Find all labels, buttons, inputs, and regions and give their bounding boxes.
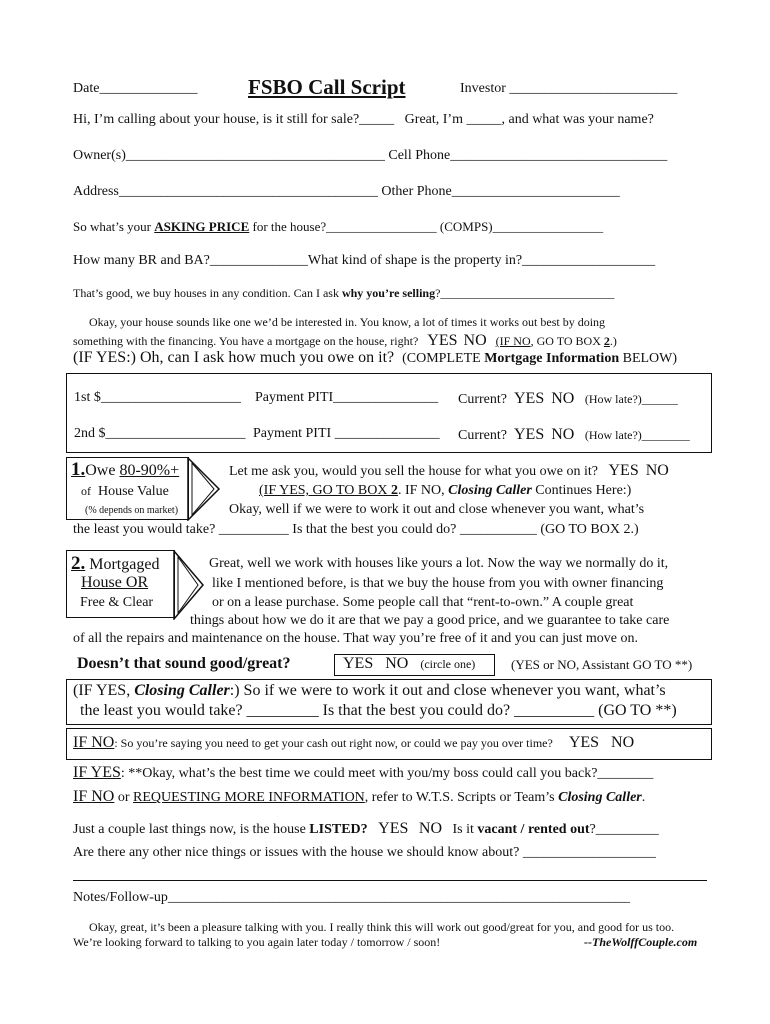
no-option[interactable]: NO [645, 462, 669, 479]
vacant-rented-field[interactable]: ?_________ [589, 822, 659, 837]
owner-row [73, 148, 667, 164]
yes-option[interactable]: YES [513, 426, 545, 443]
owners-field[interactable]: Owner(s)_____________________________________ [73, 148, 385, 163]
mortgage-intro-line3: (IF YES:) Oh, can I ask how much you owe on it? (COMPLETE Mortgage Information BELOW) [73, 349, 678, 366]
if-no-line: IF NO: So you’re saying you need to get your cash out right now, or could we pay you over time? YES NO [73, 734, 635, 751]
box-2-house-or: House OR [81, 574, 149, 591]
if-yes-line1: (IF YES, Closing Caller:) So if we were to work it out and close whenever you want, what’s [73, 682, 666, 699]
assistant-note: (YES or NO, Assistant GO TO **) [511, 657, 693, 672]
if-no-followup: IF NO or REQUESTING MORE INFORMATION, refer to W.T.S. Scripts or Team’s Closing Caller. [73, 788, 646, 805]
investor-field[interactable]: ________________________ [509, 81, 678, 96]
how-late-field[interactable]: (How late?)______ [584, 392, 678, 406]
br-ba-row[interactable]: How many BR and BA?______________What kind of shape is the property in?___________________ [73, 253, 656, 268]
yes-option[interactable]: YES [608, 462, 639, 479]
no-option[interactable]: NO [611, 734, 635, 751]
other-issues-row[interactable]: Are there any other nice things or issues with the house we should know about? ___________________ [73, 845, 656, 860]
how-late-field[interactable]: (How late?)________ [584, 428, 690, 442]
address-row [73, 184, 620, 200]
reason-selling-row: That’s good, we buy houses in any condition. Can I ask why you’re selling?_____________________________ [73, 286, 615, 300]
payment-piti-2[interactable]: Payment PITI _______________ [253, 426, 440, 441]
blank-line[interactable] [73, 880, 707, 881]
closing-line2: We’re looking forward to talking to you again later today / tomorrow / soon! [73, 935, 441, 949]
box-1-line4[interactable]: the least you would take? __________ Is that the best you could do? ___________ (GO TO BOX 2.) [73, 522, 639, 537]
mortgage-intro-line1: Okay, your house sounds like one we’d be interested in. You know, a lot of times it works out best by doing [89, 315, 606, 329]
box-1-arrow-icon [187, 457, 221, 521]
yes-option[interactable]: YES [568, 734, 600, 751]
cell-phone-field[interactable]: Cell Phone_______________________________ [388, 148, 668, 163]
other-phone-field[interactable]: Other Phone________________________ [381, 184, 620, 199]
box-2-line5: of all the repairs and maintenance on the house. That way you’re free of it and you can just move on. [73, 631, 638, 646]
payment-piti-1[interactable]: Payment PITI_______________ [255, 390, 439, 405]
date-field[interactable]: ______________ [99, 81, 198, 96]
asking-price-field[interactable]: for the house?_________________ (COMPS)_________________ [249, 219, 604, 234]
no-option[interactable]: NO [551, 426, 575, 443]
box-1-heading: 1.Owe 80-90%+ [71, 459, 180, 480]
box-1-instruction: (IF YES, GO TO BOX 2. IF NO, Closing Caller Continues Here:) [259, 483, 632, 498]
box-2-line3: or on a lease purchase. Some people call that “rent-to-own.” A couple great [212, 595, 634, 610]
page-title: FSBO Call Script [248, 75, 406, 99]
yes-option[interactable]: YES [513, 390, 545, 407]
sound-good-question: Doesn’t that sound good/great? [77, 655, 291, 672]
mortgage-intro-line2: something with the financing. You have a mortgage on the house, right? YES NO (IF NO, GO TO BOX 2.) [73, 332, 617, 349]
box-2-heading: 2. Mortgaged [71, 553, 160, 574]
current-2: Current? YES NO (How late?)________ [458, 426, 690, 443]
first-mortgage-amount[interactable]: 1st $____________________ [74, 390, 241, 405]
yes-option[interactable]: YES [343, 655, 374, 672]
reason-field[interactable]: ?_____________________________ [435, 286, 615, 300]
box-2-line1: Great, well we work with houses like yours a lot. Now the way we normally do it, [209, 556, 669, 571]
investor-label: Investor ________________________ [460, 81, 678, 96]
yes-option[interactable]: YES [427, 332, 458, 349]
box-2-arrow-icon [173, 550, 205, 620]
closing-line1: Okay, great, it’s been a pleasure talking with you. I really think this will work out good/great for you, and good for us too. [89, 920, 675, 934]
asking-price-row: So what’s your ASKING PRICE for the house?_________________ (COMPS)_________________ [73, 219, 604, 234]
no-option[interactable]: NO [418, 820, 442, 837]
box-1-question: Let me ask you, would you sell the house for what you owe on it? YES NO [229, 462, 669, 479]
no-option[interactable]: NO [463, 332, 487, 349]
yes-option[interactable]: YES [378, 820, 409, 837]
date-label: Date______________ [73, 81, 198, 96]
notes-followup-row[interactable]: Notes/Follow-up__________________________________________________________________ [73, 890, 630, 905]
second-mortgage-amount[interactable]: 2nd $____________________ [74, 426, 246, 441]
box-1-depends-note: (% depends on market) [85, 505, 179, 516]
callback-time-field[interactable]: : **Okay, what’s the best time we could meet with you/my boss could call you back?________ [120, 766, 654, 781]
box-1-house-value: of House Value [81, 484, 169, 499]
listed-row: Just a couple last things now, is the house LISTED? YES NO Is it vacant / rented out?_________ [73, 820, 659, 837]
no-option[interactable]: NO [551, 390, 575, 407]
current-1: Current? YES NO (How late?)______ [458, 390, 678, 407]
sound-good-options: YES NO (circle one) [343, 655, 476, 672]
signature: --TheWolffCouple.com [584, 935, 698, 949]
address-field[interactable]: Address_____________________________________ [73, 184, 378, 199]
no-option[interactable]: NO [385, 655, 409, 672]
box-1-line3: Okay, well if we were to work it out and close whenever you want, what’s [229, 502, 645, 517]
box-2-line2: like I mentioned before, is that we buy the house from you with owner financing [212, 576, 664, 591]
if-yes-line2[interactable]: the least you would take? _________ Is that the best you could do? __________ (GO TO **) [80, 702, 677, 719]
if-yes-followup: IF YES: **Okay, what’s the best time we could meet with you/my boss could call you back?________ [73, 764, 654, 781]
box-2-line4: things about how we do it are that we pay a good price, and we guarantee to take care [190, 613, 670, 628]
box-2-free-clear: Free & Clear [80, 595, 154, 610]
intro-line: Hi, I’m calling about your house, is it still for sale?_____ Great, I’m _____, and what was your name? [73, 112, 654, 127]
